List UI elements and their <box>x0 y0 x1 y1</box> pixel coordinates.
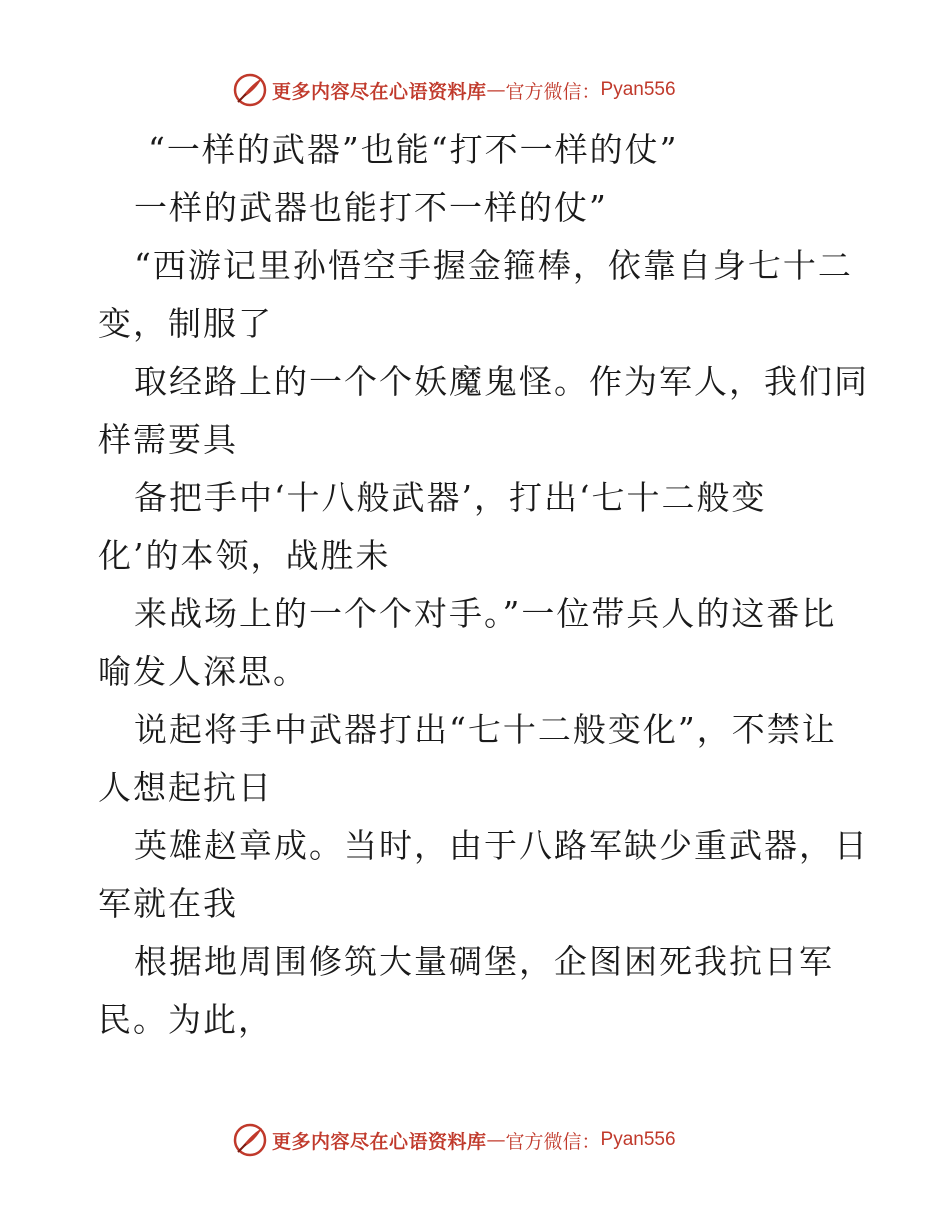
banner-site-text: 更多内容尽在心语资料库 <box>272 80 487 103</box>
header-watermark-banner <box>232 70 676 110</box>
paragraph-line: 变，制服了 <box>98 304 273 343</box>
banner-wechat-label: 官方微信： <box>505 1130 601 1153</box>
paragraph-line: 军就在我 <box>98 884 238 923</box>
banner-site-text: 更多内容尽在心语资料库 <box>272 1130 487 1153</box>
title-line: “一样的武器”也能“打不一样的仗” <box>148 130 679 169</box>
paragraph-line: 样需要具 <box>98 420 238 459</box>
paragraph-line: 备把手中‘十八般武器’，打出‘七十二般变 <box>134 478 767 517</box>
feather-pen-logo-icon <box>232 1122 268 1158</box>
paragraph-line: 说起将手中武器打出“七十二般变化”，不禁让 <box>134 710 837 749</box>
paragraph-line: 根据地周围修筑大量碉堡，企图困死我抗日军 <box>134 942 834 981</box>
banner-wechat-id: Pyan556 <box>600 1129 676 1150</box>
banner-wechat-label: 官方微信： <box>505 80 601 103</box>
footer-watermark-banner <box>232 1120 676 1160</box>
banner-separator: — <box>486 1129 506 1151</box>
banner-separator: — <box>486 79 506 101</box>
paragraph-line: 化’的本领，战胜未 <box>98 536 391 575</box>
paragraph-line: 来战场上的一个个对手。”一位带兵人的这番比 <box>134 594 837 633</box>
feather-pen-logo-icon <box>232 72 268 108</box>
paragraph-line: “西游记里孙悟空手握金箍棒，依靠自身七十二 <box>134 246 853 285</box>
banner-wechat-id: Pyan556 <box>600 79 676 100</box>
paragraph-line: 取经路上的一个个妖魔鬼怪。作为军人，我们同 <box>134 362 869 401</box>
paragraph-line: 英雄赵章成。当时，由于八路军缺少重武器，日 <box>134 826 869 865</box>
paragraph-line: 人想起抗日 <box>98 768 273 807</box>
paragraph-line: 民。为此， <box>98 1000 273 1039</box>
paragraph-line: 一样的武器也能打不一样的仗” <box>134 188 608 227</box>
paragraph-line: 喻发人深思。 <box>98 652 308 691</box>
